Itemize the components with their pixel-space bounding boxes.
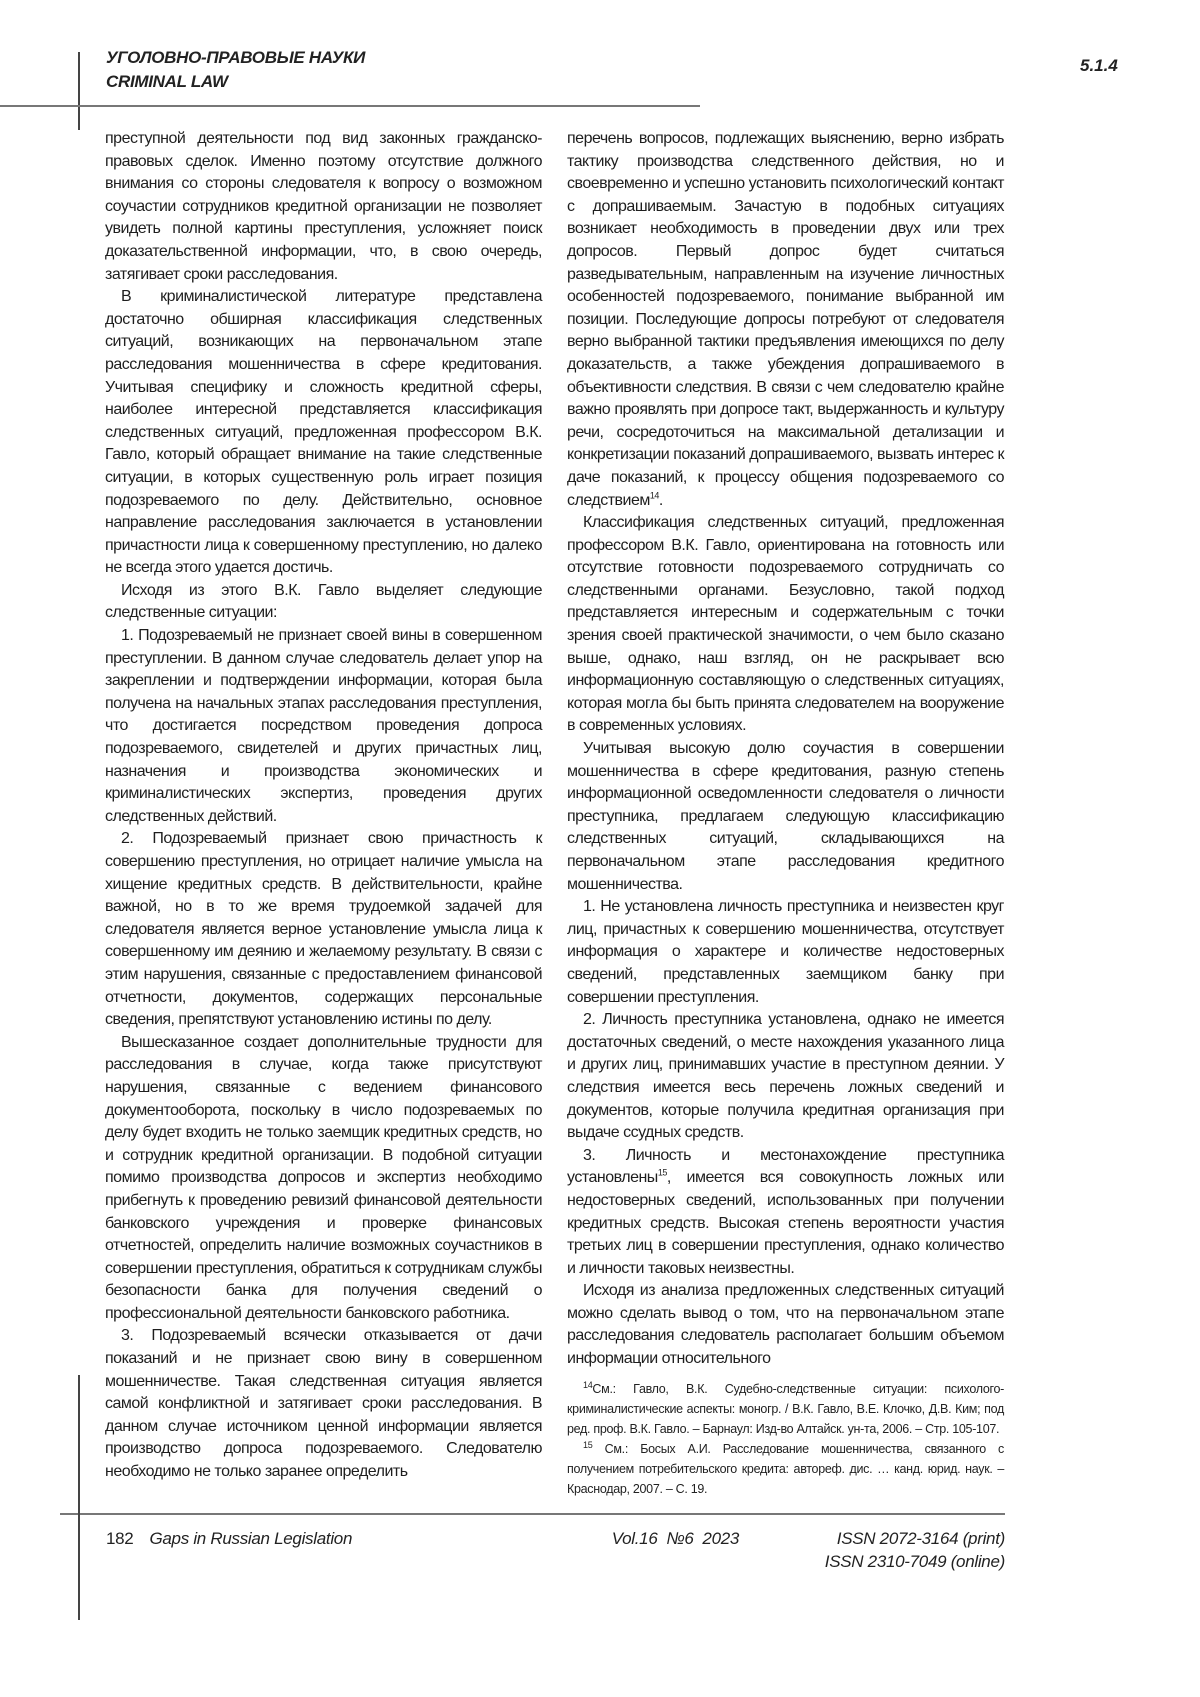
footnote-ref[interactable]: 14 bbox=[650, 490, 659, 500]
paragraph: Вышесказанное создает дополнительные трудности для расследования в случае, когда также присутствуют нарушения, связанные с ведением финансового документооборота, поскольку в число подозреваемых по делу будет входить не только заемщик кредитных средств, но и сотрудник кредитной организации. В подобной ситуации помимо производства допросов и экспертиз необходимо прибегнуть к проведению ревизий финансовой деятельности банковского учреждения и проверке финансовых отчетностей, определить наличие возможных соучастников в совершении преступления, обратиться к сотрудникам службы безопасности банка для получения сведений о профессиональной деятельности банковского работника. bbox=[105, 1032, 542, 1326]
issn-block bbox=[825, 1527, 1005, 1573]
page-footer bbox=[60, 1513, 1005, 1613]
footnote-text: См.: Гавло, В.К. Судебно-следственные ситуации: психолого-криминалистические аспекты: моногр. / В.К. Гавло, В.Е. Клочко, Д.В. Ким; под ред. проф. В.К. Гавло. – Барнаул: Изд-во Алтайск. ун-та, 2006. – Стр. 105-107. bbox=[567, 1382, 1004, 1436]
section-title-ru: УГОЛОВНО-ПРАВОВЫЕ НАУКИ bbox=[106, 46, 365, 70]
journal-title: Gaps in Russian Legislation bbox=[149, 1527, 352, 1573]
paragraph: Исходя из этого В.К. Гавло выделяет следующие следственные ситуации: bbox=[105, 580, 542, 625]
section-title-en: CRIMINAL LAW bbox=[106, 70, 365, 94]
paragraph bbox=[567, 128, 1004, 512]
paragraph: Исходя из анализа предложенных следственных ситуаций можно сделать вывод о том, что на первоначальном этапе расследования следователь располагает большим объемом информации относительного bbox=[567, 1280, 1004, 1370]
paragraph: 1. Не установлена личность преступника и неизвестен круг лиц, причастных к совершению мошенничества, отсутствует информация о характере и количестве недостоверных сведений, представленных заемщиком банку при совершении преступления. bbox=[567, 896, 1004, 1009]
issn-print: ISSN 2072-3164 (print) bbox=[825, 1527, 1005, 1550]
right-column bbox=[567, 128, 1004, 1499]
footnote-number: 14 bbox=[583, 1380, 592, 1390]
footer-vertical-rule bbox=[78, 1375, 80, 1620]
footnote-ref[interactable]: 15 bbox=[658, 1168, 667, 1178]
paragraph: преступной деятельности под вид законных гражданско-правовых сделок. Именно поэтому отсутствие должного внимания со стороны следователя к вопросу о возможном соучастии сотрудников кредитной организации не позволяет увидеть полной картины преступления, усложняет поиск доказательственной информации, что, в свою очередь, затягивает сроки расследования. bbox=[105, 128, 542, 286]
journal-issue: Vol.16 №6 2023 bbox=[612, 1527, 739, 1573]
paragraph-end: . bbox=[659, 492, 663, 509]
footer-left bbox=[106, 1527, 526, 1573]
page-number: 182 bbox=[106, 1527, 133, 1573]
paragraph bbox=[567, 1145, 1004, 1281]
paragraph: Классификация следственных ситуаций, предложенная профессором В.К. Гавло, ориентирована на готовность или отсутствие готовности подозреваемого сотрудничать со следственными органами. Безусловно, такой подход представляется интересным и содержательным с точки зрения своей практической значимости, о чем было сказано выше, однако, наш взгляд, он не раскрывает всю информационную составляющую о следственных ситуациях, которая могла бы быть принята следователем на вооружение в современных условиях. bbox=[567, 512, 1004, 738]
paragraph: В криминалистической литературе представлена достаточно обширная классификация следственных ситуаций, возникающих на первоначальном этапе расследования мошенничества в сфере кредитования. Учитывая специфику и сложность кредитной сферы, наиболее интересной представляется классификация следственных ситуаций, предложенная профессором В.К. Гавло, который обращает внимание на такие следственные ситуации, в которых существенную роль играет позиция подозреваемого по делу. Действительно, основное направление расследования заключается в установлении причастности лица к совершенному преступлению, но далеко не всегда этого удается достичь. bbox=[105, 286, 542, 580]
paragraph: 1. Подозреваемый не признает своей вины в совершенном преступлении. В данном случае следователь делает упор на закреплении и подтверждении информации, которая была получена на начальных этапах расследования преступления, что достигается посредством проведения допроса подозреваемого, свидетелей и других причастных лиц, назначения и производства экономических и криминалистических экспертиз, проведения других следственных действий. bbox=[105, 625, 542, 828]
paragraph-text: 3. Личность и местонахождение преступника установлены bbox=[567, 1147, 1004, 1187]
paragraph-text: , имеется вся совокупность ложных или недостоверных сведений, использованных при получении кредитных средств. Высокая степень вероятности участия третьих лиц в совершении преступления, однако количество и личности таковых неизвестны. bbox=[567, 1169, 1004, 1276]
paragraph: 2. Подозреваемый признает свою причастность к совершению преступления, но отрицает наличие умысла на хищение кредитных средств. В действительности, крайне важной, но в то же время трудоемкой задачей для следователя является верное установление умысла лица к совершенному им деянию и желаемому результату. В связи с этим нарушения, связанные с предоставлением финансовой отчетности, документов, содержащих персональные сведения, препятствуют установлению истины по делу. bbox=[105, 828, 542, 1031]
paragraph: Учитывая высокую долю соучастия в совершении мошенничества в сфере кредитования, разную степень информационной осведомленности следователя о личности преступника, предлагаем следующую классификацию следственных ситуаций, складывающихся на первоначальном этапе расследования кредитного мошенничества. bbox=[567, 738, 1004, 896]
body-columns bbox=[105, 0, 1004, 1499]
left-column bbox=[105, 128, 542, 1484]
footnote-text: См.: Босых А.И. Расследование мошенничества, связанного с получением потребительского кредита: автореф. дис. … канд. юрид. наук. – Краснодар, 2007. – С. 19. bbox=[567, 1442, 1004, 1496]
section-code: 5.1.4 bbox=[1080, 56, 1118, 76]
paragraph: 3. Подозреваемый всячески отказывается от дачи показаний и не признает свою вину в совершенном мошенничестве. Такая следственная ситуация является самой конфликтной и затягивает сроки расследования. В данном случае источником ценной информации является производство допроса подозреваемого. Следователю необходимо не только заранее определить bbox=[105, 1325, 542, 1483]
footnote-number: 15 bbox=[583, 1440, 592, 1450]
header-vertical-rule bbox=[78, 52, 80, 130]
footnote bbox=[567, 1379, 1004, 1439]
paragraph-text: перечень вопросов, подлежащих выяснению, верно избрать тактику производства следственного действия, но и своевременно и успешно установить психологический контакт с допрашиваемым. Зачастую в подобных ситуациях возникает необходимость в проведении двух или трех допросов. Первый допрос будет считаться разведывательным, направленным на изучение личностных особенностей подозреваемого, понимание выбранной им позиции. Последующие допросы потребуют от следователя верно выбранной тактики предъявления имеющихся по делу доказательств, а также убеждения допрашиваемого в объективности следствия. В связи с чем следователю крайне важно проявлять при допросе такт, выдержанность и культуру речи, сосредоточиться на максимальной детализации и конкретизации показаний допрашиваемого, вызвать интерес к даче показаний, к процессу общения подозреваемого со следствием bbox=[567, 130, 1004, 509]
paragraph: 2. Личность преступника установлена, однако не имеется достаточных сведений, о месте нахождения указанного лица и других лиц, принимавших участие в преступном деянии. У следствия имеется весь перечень ложных сведений и документов, которые получила кредитная организация при выдаче ссудных средств. bbox=[567, 1009, 1004, 1145]
footnote bbox=[567, 1439, 1004, 1499]
issn-online: ISSN 2310-7049 (online) bbox=[825, 1550, 1005, 1573]
footnotes bbox=[567, 1379, 1004, 1499]
